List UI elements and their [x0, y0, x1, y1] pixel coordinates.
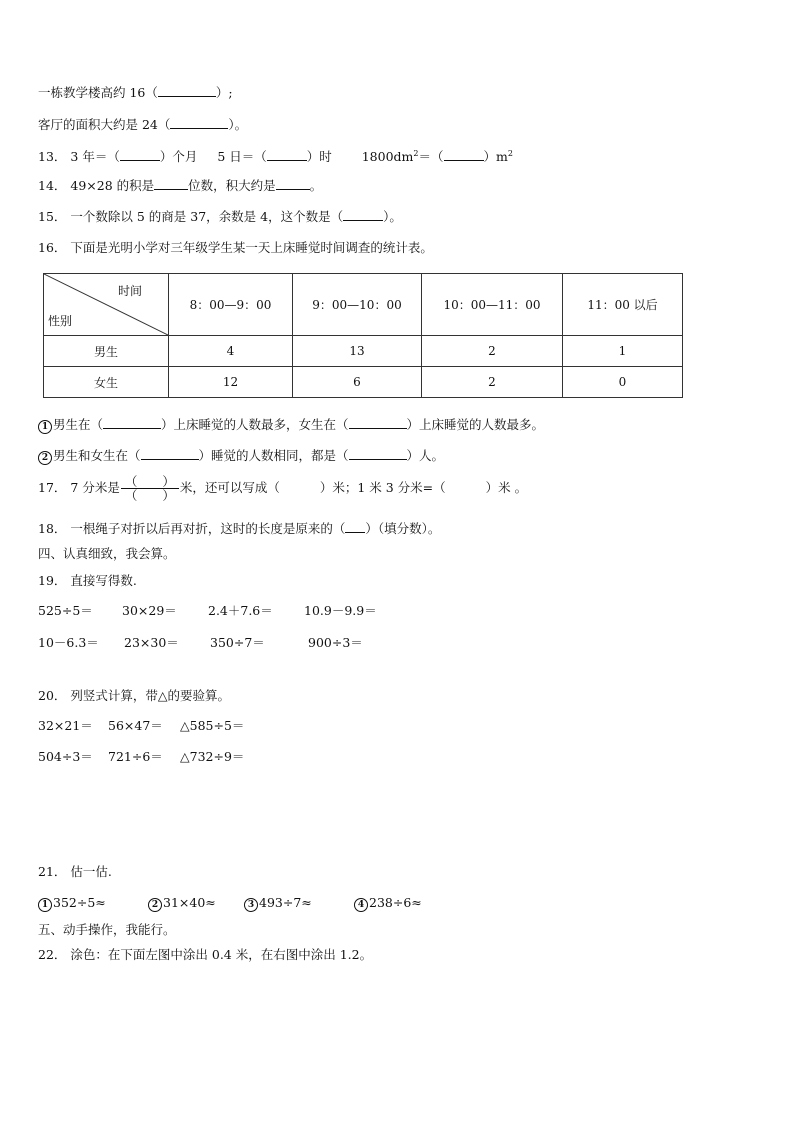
table-cell: 2 [422, 367, 563, 398]
q19-row-1 [38, 603, 377, 619]
answer-blank[interactable] [103, 416, 161, 429]
question-number: 21． [38, 864, 67, 879]
table-header: 11：00 以后 [563, 274, 683, 336]
text: 位数，积大约是 [188, 178, 276, 193]
text: 5 日＝（ [217, 149, 267, 165]
circled-number: 2 [148, 898, 162, 912]
question-16-part-1 [38, 416, 544, 434]
text: ）。 [228, 117, 248, 132]
estimate-text: 493÷7≈ [259, 895, 312, 910]
text: 7 分米是 [70, 480, 120, 495]
question-17 [38, 475, 527, 502]
superscript: 2 [507, 149, 513, 158]
answer-blank[interactable] [141, 447, 199, 460]
text: 49×28 的积是 [70, 178, 155, 193]
answer-blank[interactable] [343, 208, 383, 221]
question-20 [38, 688, 230, 704]
table-header: 10：00—11：00 [422, 274, 563, 336]
q20-row-2 [38, 749, 244, 765]
question-number: 15． [38, 209, 67, 224]
question-number: 17． [38, 480, 67, 495]
text: 一根绳子对折以后再对折，这时的长度是原来的（ [70, 521, 346, 536]
answer-blank[interactable] [349, 447, 407, 460]
text: ）人。 [406, 448, 445, 463]
table-header-row [44, 274, 683, 336]
q21-row [38, 895, 422, 912]
question-number: 18． [38, 521, 67, 536]
table-cell: 0 [563, 367, 683, 398]
table-cell: 4 [169, 336, 293, 367]
text: 男生和女生在（ [53, 448, 141, 463]
text: ）米 。 [485, 480, 528, 495]
answer-blank[interactable] [345, 520, 365, 533]
text: ）上床睡觉的人数最多，女生在（ [161, 417, 349, 432]
table-row [44, 367, 683, 398]
answer-blank[interactable] [267, 148, 307, 161]
calc-item: △732÷9＝ [180, 749, 245, 764]
table-cell: 1 [563, 336, 683, 367]
circled-number: 4 [354, 898, 368, 912]
circled-number: 2 [38, 451, 52, 465]
table-header: 9：00—10：00 [293, 274, 422, 336]
question-18 [38, 520, 440, 537]
answer-blank[interactable] [154, 177, 188, 190]
question-15 [38, 208, 402, 225]
answer-blank[interactable] [444, 148, 484, 161]
text: ）时 [306, 149, 332, 165]
corner-label-gender: 性别 [48, 314, 73, 328]
text: 男生在（ [53, 417, 104, 432]
text: ）上床睡觉的人数最多。 [406, 417, 545, 432]
estimate-item [148, 895, 244, 912]
measurement-line-building [38, 84, 233, 101]
question-21 [38, 864, 112, 880]
question-22 [38, 947, 372, 963]
measurement-line-room [38, 116, 247, 133]
answer-blank[interactable] [170, 116, 228, 129]
question-number: 20． [38, 688, 67, 703]
text: ）m [483, 149, 508, 165]
text: ＝（ [418, 149, 444, 165]
sleep-time-table [43, 273, 683, 398]
text: 一栋教学楼高约 16（ [38, 85, 158, 100]
text: ）睡觉的人数相同，都是（ [198, 448, 349, 463]
question-number: 16． [38, 240, 67, 255]
answer-blank[interactable] [276, 177, 310, 190]
question-text: 列竖式计算，带△的要验算。 [70, 688, 231, 703]
q20-row-1 [38, 718, 244, 734]
calc-item: 56×47＝ [108, 718, 163, 733]
estimate-item [354, 895, 422, 910]
table-corner-cell [44, 274, 169, 336]
text: 一个数除以 5 的商是 37，余数是 4，这个数是（ [70, 209, 344, 224]
text: ）。 [383, 209, 402, 224]
question-16-part-2 [38, 447, 444, 465]
calc-item: 2.4＋7.6＝ [208, 603, 273, 618]
question-13 [38, 146, 513, 165]
fraction-numerator: （ ） [121, 475, 179, 489]
question-number: 13． [38, 149, 67, 165]
answer-blank[interactable] [120, 148, 160, 161]
question-text: 直接写得数. [70, 573, 137, 588]
table-cell: 13 [293, 336, 422, 367]
calc-item: 504÷3＝ [38, 749, 93, 764]
estimate-text: 238÷6≈ [369, 895, 422, 910]
question-14 [38, 177, 322, 194]
calc-item: 23×30＝ [124, 635, 179, 650]
estimate-text: 31×40≈ [163, 895, 216, 910]
question-text: 涂色：在下面左图中涂出 0.4 米，在右图中涂出 1.2。 [70, 947, 373, 962]
table-row [44, 336, 683, 367]
q19-row-2 [38, 635, 363, 651]
text: 。 [309, 178, 323, 193]
text: 3 年＝（ [70, 149, 120, 165]
superscript: 2 [413, 149, 419, 158]
table-cell: 6 [293, 367, 422, 398]
calc-item: 10－6.3＝ [38, 635, 99, 650]
text: ）（填分数）。 [365, 521, 441, 536]
calc-item: 721÷6＝ [108, 749, 163, 764]
calc-item: 30×29＝ [122, 603, 177, 618]
question-16 [38, 240, 433, 256]
text: ）米；1 米 3 分米=（ [319, 480, 446, 495]
estimate-item [244, 895, 354, 912]
text: 1800dm [361, 149, 414, 165]
fraction-denominator: （ ） [124, 488, 175, 503]
fraction-blank[interactable] [121, 475, 179, 502]
table-cell: 12 [169, 367, 293, 398]
question-text: 下面是光明小学对三年级学生某一天上床睡觉时间调查的统计表。 [70, 240, 433, 255]
circled-number: 1 [38, 420, 52, 434]
question-number: 14． [38, 178, 67, 193]
estimate-text: 352÷5≈ [53, 895, 106, 910]
text: ）; [215, 85, 233, 100]
circled-number: 1 [38, 898, 52, 912]
question-19 [38, 573, 137, 589]
table-header: 8：00—9：00 [169, 274, 293, 336]
answer-blank[interactable] [349, 416, 407, 429]
question-number: 19． [38, 573, 67, 588]
answer-blank[interactable] [158, 84, 216, 97]
calc-item: 900÷3＝ [308, 635, 363, 650]
calc-item: 350÷7＝ [210, 635, 265, 650]
circled-number: 3 [244, 898, 258, 912]
question-number: 22． [38, 947, 67, 962]
row-label: 女生 [44, 367, 169, 398]
calc-item: 32×21＝ [38, 718, 93, 733]
text: 米，还可以写成（ [179, 480, 280, 495]
text: 客厅的面积大约是 24（ [38, 117, 171, 132]
estimate-item [38, 895, 148, 912]
calc-item: 525÷5＝ [38, 603, 93, 618]
section-4-heading: 四、认真细致，我会算。 [38, 546, 176, 561]
corner-label-time: 时间 [117, 284, 142, 298]
section-5-heading: 五、动手操作，我能行。 [38, 922, 176, 937]
text: ）个月 [159, 149, 198, 165]
calc-item: △585÷5＝ [180, 718, 245, 733]
table-cell: 2 [422, 336, 563, 367]
question-text: 估一估. [70, 864, 112, 879]
row-label: 男生 [44, 336, 169, 367]
calc-item: 10.9－9.9＝ [304, 603, 377, 618]
